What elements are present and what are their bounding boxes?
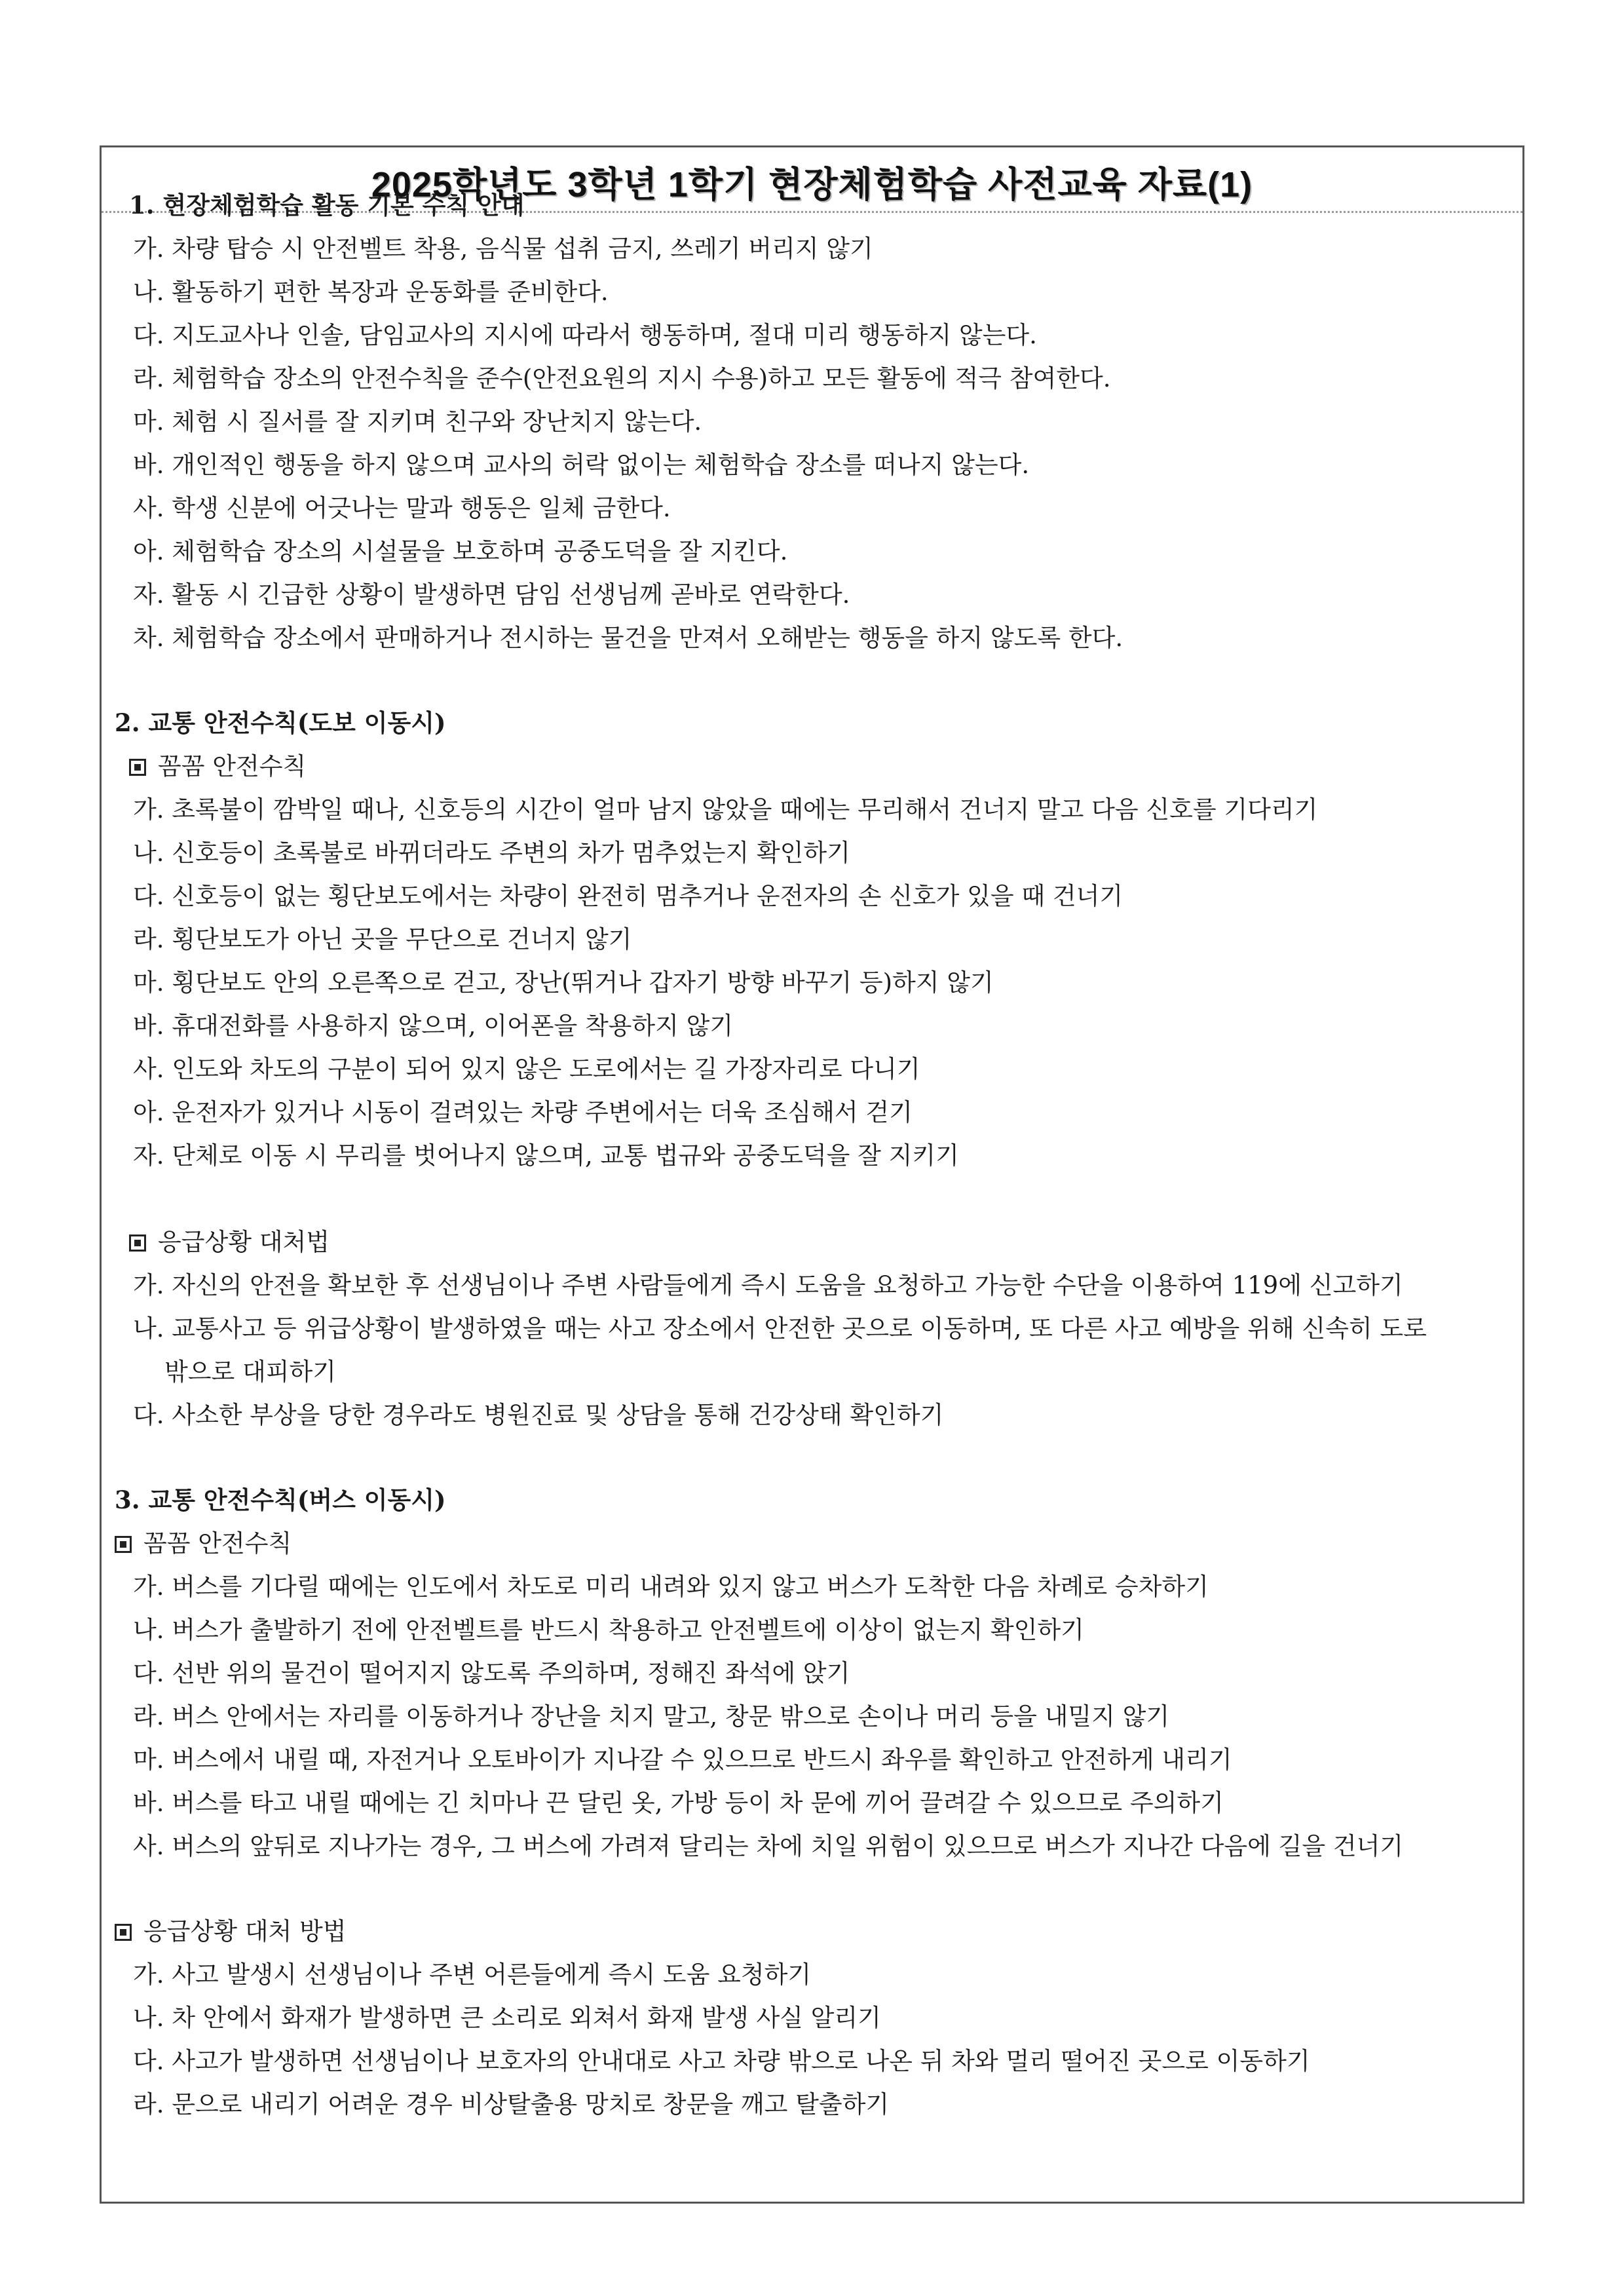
subsection-label	[129, 754, 306, 778]
list-item: 자. 단체로 이동 시 무리를 벗어나지 않으며, 교통 법규와 공중도덕을 잘 지키기	[133, 1141, 959, 1170]
list-item: 가. 차량 탑승 시 안전벨트 착용, 음식물 섭취 금지, 쓰레기 버리지 않기	[133, 235, 873, 263]
list-item: 라. 체험학습 장소의 안전수칙을 준수(안전요원의 지시 수용)하고 모든 활동에 적극 참여한다.	[133, 364, 1111, 392]
subsection-label-text: 꼼꼼 안전수칙	[143, 1529, 292, 1558]
list-item: 다. 지도교사나 인솔, 담임교사의 지시에 따라서 행동하며, 절대 미리 행동하지 않는다.	[133, 321, 1037, 349]
list-item: 아. 체험학습 장소의 시설물을 보호하며 공중도덕을 잘 지킨다.	[133, 537, 788, 565]
list-item: 다. 선반 위의 물건이 떨어지지 않도록 주의하며, 정해진 좌석에 앉기	[133, 1659, 850, 1687]
filled-box-icon	[115, 1536, 132, 1553]
subsection-label-text: 응급상황 대처 방법	[143, 1917, 347, 1945]
list-item: 가. 버스를 기다릴 때에는 인도에서 차도로 미리 내려와 있지 않고 버스가 도착한 다음 차례로 승차하기	[133, 1573, 1209, 1601]
list-item: 사. 버스의 앞뒤로 지나가는 경우, 그 버스에 가려져 달리는 차에 치일 위험이 있으므로 버스가 지나간 다음에 길을 건너기	[133, 1832, 1404, 1860]
section-3-heading: 3. 교통 안전수칙(버스 이동시)	[115, 1485, 446, 1514]
list-item: 자. 활동 시 긴급한 상황이 발생하면 담임 선생님께 곧바로 연락한다.	[133, 581, 850, 609]
list-item: 사. 인도와 차도의 구분이 되어 있지 않은 도로에서는 길 가장자리로 다니기	[133, 1055, 920, 1083]
list-item: 라. 버스 안에서는 자리를 이동하거나 장난을 치지 말고, 창문 밖으로 손이나 머리 등을 내밀지 않기	[133, 1702, 1170, 1731]
list-item: 사. 학생 신분에 어긋나는 말과 행동은 일체 금한다.	[133, 494, 671, 522]
list-item: 나. 활동하기 편한 복장과 운동화를 준비한다.	[133, 278, 609, 306]
list-item: 마. 체험 시 질서를 잘 지키며 친구와 장난치지 않는다.	[133, 408, 702, 436]
section-1-heading: 1. 현장체험학습 활동 기본 수칙 안내	[129, 191, 525, 220]
list-item: 마. 횡단보도 안의 오른쪽으로 걷고, 장난(뛰거나 갑자기 방향 바꾸기 등)하지 않기	[133, 968, 994, 997]
subsection-label-text: 응급상황 대처법	[158, 1228, 330, 1256]
list-item: 다. 사고가 발생하면 선생님이나 보호자의 안내대로 사고 차량 밖으로 나온 뒤 차와 멀리 떨어진 곳으로 이동하기	[133, 2047, 1310, 2075]
filled-box-icon	[129, 759, 146, 776]
list-item-continuation: 밖으로 대피하기	[164, 1358, 336, 1386]
list-item: 나. 차 안에서 화재가 발생하면 큰 소리로 외쳐서 화재 발생 사실 알리기	[133, 2004, 881, 2032]
list-item: 다. 신호등이 없는 횡단보도에서는 차량이 완전히 멈추거나 운전자의 손 신호가 있을 때 건너기	[133, 882, 1124, 910]
list-item: 바. 버스를 타고 내릴 때에는 긴 치마나 끈 달린 옷, 가방 등이 차 문에 끼어 끌려갈 수 있으므로 주의하기	[133, 1789, 1224, 1817]
list-item: 나. 버스가 출발하기 전에 안전벨트를 반드시 착용하고 안전벨트에 이상이 없는지 확인하기	[133, 1616, 1084, 1644]
list-item: 라. 문으로 내리기 어려운 경우 비상탈출용 망치로 창문을 깨고 탈출하기	[133, 2090, 890, 2118]
subsection-label	[129, 1230, 330, 1254]
list-item: 가. 사고 발생시 선생님이나 주변 어른들에게 즉시 도움 요청하기	[133, 1961, 812, 1989]
list-item: 바. 개인적인 행동을 하지 않으며 교사의 허락 없이는 체험학습 장소를 떠나지 않는다.	[133, 451, 1030, 479]
list-item: 라. 횡단보도가 아닌 곳을 무단으로 건너지 않기	[133, 925, 632, 953]
list-item: 나. 교통사고 등 위급상황이 발생하였을 때는 사고 장소에서 안전한 곳으로 이동하며, 또 다른 사고 예방을 위해 신속히 도로	[133, 1314, 1427, 1343]
list-item: 바. 휴대전화를 사용하지 않으며, 이어폰을 착용하지 않기	[133, 1012, 734, 1040]
list-item: 나. 신호등이 초록불로 바뀌더라도 주변의 차가 멈추었는지 확인하기	[133, 839, 850, 867]
subsection-label	[115, 1919, 346, 1943]
subsection-label	[115, 1531, 292, 1556]
list-item: 마. 버스에서 내릴 때, 자전거나 오토바이가 지나갈 수 있으므로 반드시 좌우를 확인하고 안전하게 내리기	[133, 1746, 1232, 1774]
list-item: 아. 운전자가 있거나 시동이 걸려있는 차량 주변에서는 더욱 조심해서 걷기	[133, 1098, 913, 1126]
list-item: 가. 자신의 안전을 확보한 후 선생님이나 주변 사람들에게 즉시 도움을 요청하고 가능한 수단을 이용하여 119에 신고하기	[133, 1271, 1403, 1299]
list-item: 가. 초록불이 깜박일 때나, 신호등의 시간이 얼마 남지 않았을 때에는 무리해서 건너지 말고 다음 신호를 기다리기	[133, 795, 1318, 824]
filled-box-icon	[115, 1924, 132, 1941]
document-frame	[100, 145, 1524, 2204]
section-2-heading: 2. 교통 안전수칙(도보 이동시)	[115, 708, 446, 737]
list-item: 차. 체험학습 장소에서 판매하거나 전시하는 물건을 만져서 오해받는 행동을 하지 않도록 한다.	[133, 624, 1124, 652]
document-title: 2025학년도 3학년 1학기 현장체험학습 사전교육 자료(1)	[371, 165, 1253, 204]
list-item: 다. 사소한 부상을 당한 경우라도 병원진료 및 상담을 통해 건강상태 확인하기	[133, 1401, 944, 1429]
subsection-label-text: 꼼꼼 안전수칙	[158, 752, 307, 780]
filled-box-icon	[129, 1234, 146, 1252]
